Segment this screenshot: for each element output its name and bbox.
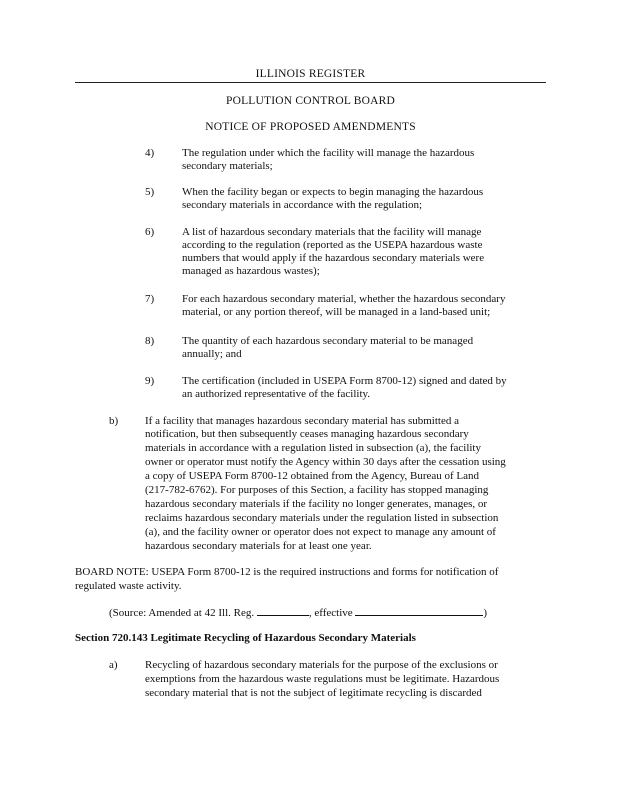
item-number: 7) <box>145 293 155 305</box>
item-text: For each hazardous secondary material, whether the hazardous secondary <box>182 293 506 305</box>
subsection-b-text: reclaims hazardous secondary materials under the regulation listed in subsection <box>145 512 499 524</box>
subsection-b-text: materials in accordance with a regulation listed in subsection (a), the facility <box>145 442 481 454</box>
source-suffix: ) <box>483 607 488 619</box>
item-text: When the facility began or expects to begin managing the hazardous <box>182 186 484 198</box>
item-text: annually; and <box>182 348 242 360</box>
subsection-b-text: (217-782-6762). For purposes of this Section, a facility has stopped managing <box>145 484 489 496</box>
item-text: The certification (included in USEPA Form 8700-12) signed and dated by <box>182 375 507 387</box>
source-middle: , effective <box>308 607 356 619</box>
item-text: managed as hazardous wastes); <box>182 265 320 277</box>
reg-blank <box>257 606 309 616</box>
subsection-b-text: (a), and the facility owner or operator does not expect to manage any amount of <box>145 526 496 538</box>
subsection-b-text: notification, but then subsequently ceases managing hazardous secondary <box>145 428 469 440</box>
board-note: regulated waste activity. <box>75 580 182 592</box>
item-text: The quantity of each hazardous secondary material to be managed <box>182 335 474 347</box>
subsection-b-text: owner or operator must notify the Agency within 30 days after the cessation using <box>145 456 506 468</box>
item-text: A list of hazardous secondary materials that the facility will manage <box>182 226 482 238</box>
header-rule <box>75 82 546 83</box>
subsection-b-text: hazardous secondary materials if the facility no longer generates, manages, or <box>145 498 488 510</box>
subsection-a-number: a) <box>109 659 118 671</box>
subsection-a-text: exemptions from the hazardous waste regulations must be legitimate. Hazardous <box>145 673 500 685</box>
source-prefix: (Source: Amended at 42 Ill. Reg. <box>109 607 257 619</box>
register-title: ILLINOIS REGISTER <box>255 68 366 80</box>
notice-title: NOTICE OF PROPOSED AMENDMENTS <box>205 121 416 133</box>
source-line <box>109 606 487 620</box>
item-text: The regulation under which the facility will manage the hazardous <box>182 147 475 159</box>
subsection-b-number: b) <box>109 415 119 427</box>
item-text: an authorized representative of the facility. <box>182 388 371 400</box>
section-heading: Section 720.143 Legitimate Recycling of Hazardous Secondary Materials <box>75 632 416 644</box>
subsection-b-text: If a facility that manages hazardous secondary material has submitted a <box>145 415 459 427</box>
item-text: secondary materials; <box>182 160 273 172</box>
item-text: according to the regulation (reported as the USEPA hazardous waste <box>182 239 483 251</box>
subsection-a-text: secondary material that is not the subject of legitimate recycling is discarded <box>145 687 482 699</box>
item-number: 5) <box>145 186 155 198</box>
item-number: 4) <box>145 147 155 159</box>
board-title: POLLUTION CONTROL BOARD <box>225 95 395 107</box>
item-number: 6) <box>145 226 155 238</box>
item-text: numbers that would apply if the hazardous secondary materials were <box>182 252 485 264</box>
subsection-a-text: Recycling of hazardous secondary materials for the purpose of the exclusions or <box>145 659 498 671</box>
item-number: 8) <box>145 335 155 347</box>
subsection-b-text: hazardous secondary materials for at least one year. <box>145 540 372 552</box>
subsection-b-text: a copy of USEPA Form 8700-12 obtained from the Agency, Bureau of Land <box>145 470 480 482</box>
item-text: secondary materials in accordance with the regulation; <box>182 199 423 211</box>
effective-date-blank <box>355 606 483 616</box>
board-note: BOARD NOTE: USEPA Form 8700-12 is the required instructions and forms for notification of <box>75 566 499 578</box>
item-number: 9) <box>145 375 155 387</box>
item-text: material, or any portion thereof, will be managed in a land-based unit; <box>182 306 491 318</box>
